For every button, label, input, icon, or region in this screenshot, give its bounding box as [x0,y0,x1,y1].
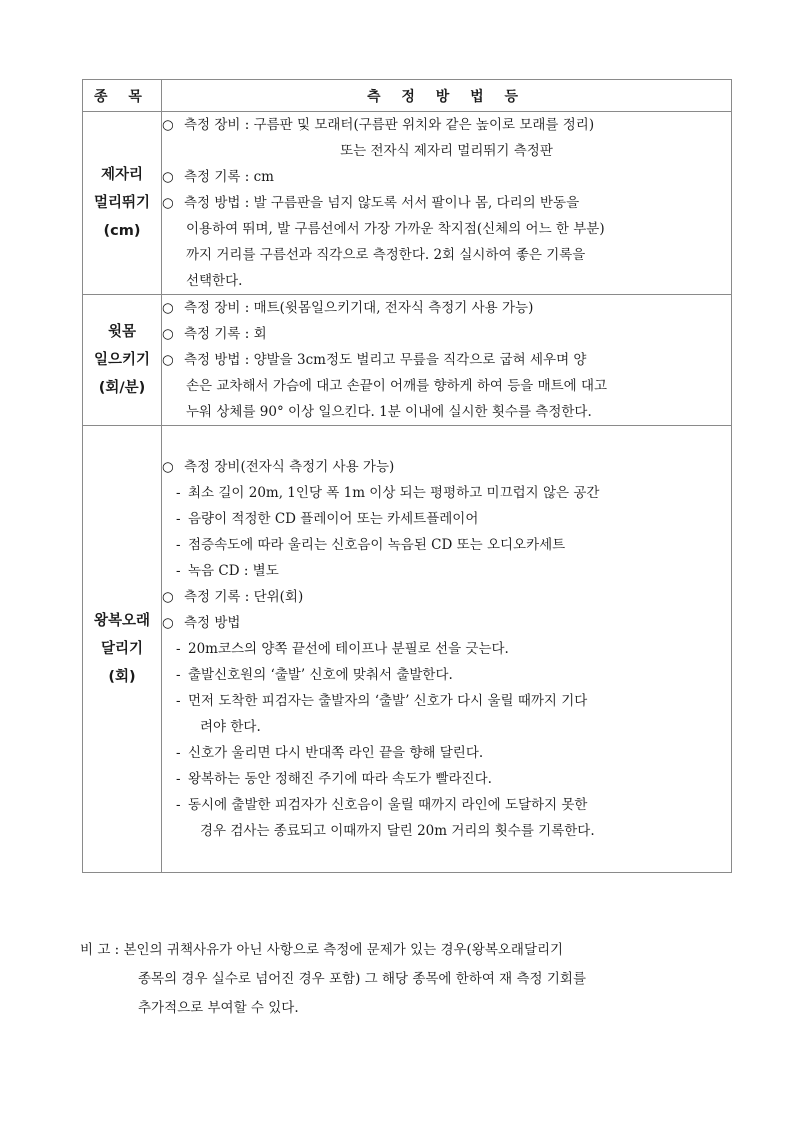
remarks-line: 종목의 경우 실수로 넘어진 경우 포함) 그 해당 종목에 한하여 재 측정 기회를 [138,971,586,987]
method-item-continuation [162,242,731,268]
event-name-line: 달리기 [100,641,144,657]
method-text: 출발신호원의 ‘출발’ 신호에 맞춰서 출발한다. [188,667,453,683]
method-text: 먼저 도착한 피검자는 출발자의 ‘출발’ 신호가 다시 울릴 때까지 기다 [188,693,588,709]
method-text: 또는 전자식 제자리 멀리뛰기 측정판 [340,143,553,159]
dash-bullet-icon: - [176,667,181,683]
method-subitem [162,688,731,714]
circle-bullet-icon: ○ [162,117,174,133]
dash-bullet-icon: - [176,511,181,527]
table-row [83,112,732,295]
method-subitem-continuation [162,714,731,740]
method-item-continuation [162,268,731,294]
header-method: 측 정 방 법 등 [162,80,732,112]
method-subitem [162,506,731,532]
method-item [162,112,731,138]
circle-bullet-icon: ○ [162,300,174,316]
dash-bullet-icon: - [176,771,181,787]
event-method [162,426,732,873]
method-text: 녹음 CD : 별도 [188,563,279,579]
header-item: 종 목 [83,80,162,112]
method-subitem [162,792,731,818]
dash-bullet-icon: - [176,563,181,579]
method-text: 측정 기록 : 회 [184,326,267,342]
method-item [162,321,731,347]
circle-bullet-icon: ○ [162,195,174,211]
method-text: 선택한다. [186,273,243,289]
event-name-line: 멀리뛰기 [93,195,151,211]
method-text: 까지 거리를 구름선과 직각으로 측정한다. 2회 실시하여 좋은 기록을 [186,247,586,263]
event-method [162,112,732,295]
circle-bullet-icon: ○ [162,169,174,185]
method-subitem-continuation [162,818,731,844]
method-text: 최소 길이 20m, 1인당 폭 1m 이상 되는 평평하고 미끄럽지 않은 공간 [188,485,600,501]
method-text: 측정 기록 : 단위(회) [184,589,304,605]
method-subitem [162,636,731,662]
circle-bullet-icon: ○ [162,589,174,605]
table-row [83,426,732,873]
remarks-first-line [80,936,740,965]
method-item-continuation [162,138,731,164]
method-item [162,295,731,321]
event-name [83,112,162,295]
method-text: 측정 방법 : 양발을 3cm정도 벌리고 무릎을 직각으로 굽혀 세우며 양 [184,352,587,368]
method-item [162,584,731,610]
method-item-continuation [162,373,731,399]
measurement-table [82,79,732,873]
method-item [162,190,731,216]
method-text: 동시에 출발한 피검자가 신호음이 울릴 때까지 라인에 도달하지 못한 [188,797,588,813]
method-subitem [162,558,731,584]
event-name-line: 윗몸 [107,324,136,340]
method-subitem [162,740,731,766]
method-subitem [162,532,731,558]
method-text: 20m코스의 양쪽 끝선에 테이프나 분필로 선을 긋는다. [188,641,509,657]
method-text: 이용하여 뛰며, 발 구름선에서 가장 가까운 착지점(신체의 어느 한 부분) [186,221,605,237]
event-name-line: 일으키기 [93,352,151,368]
method-text: 려야 한다. [200,719,261,735]
dash-bullet-icon: - [176,641,181,657]
method-item [162,610,731,636]
table-header-row [83,80,732,112]
event-name-line: 제자리 [100,167,144,183]
dash-bullet-icon: - [176,745,181,761]
circle-bullet-icon: ○ [162,352,174,368]
dash-bullet-icon: - [176,693,181,709]
method-text: 신호가 울리면 다시 반대쪽 라인 끝을 향해 달린다. [188,745,484,761]
event-name-line: (cm) [103,223,141,239]
remarks-label: 비 고 : [80,942,120,958]
remarks-note [80,936,740,1023]
remarks-line: 본인의 귀책사유가 아닌 사항으로 측정에 문제가 있는 경우(왕복오래달리기 [123,942,564,958]
method-text: 누워 상체를 90° 이상 일으킨다. 1분 이내에 실시한 횟수를 측정한다. [186,404,592,420]
method-item [162,347,731,373]
dash-bullet-icon: - [176,537,181,553]
remarks-line: 추가적으로 부여할 수 있다. [138,1000,299,1016]
event-method [162,295,732,426]
event-name-line: 왕복오래 [93,613,151,629]
method-text: 측정 방법 [184,615,241,631]
method-text: 측정 장비 : 구름판 및 모래터(구름판 위치와 같은 높이로 모래를 정리) [184,117,595,133]
method-text: 측정 장비(전자식 측정기 사용 가능) [184,459,395,475]
method-item-continuation [162,216,731,242]
dash-bullet-icon: - [176,485,181,501]
method-text: 손은 교차해서 가슴에 대고 손끝이 어깨를 향하게 하여 등을 매트에 대고 [186,378,608,394]
event-name [83,295,162,426]
method-text: 왕복하는 동안 정해진 주기에 따라 속도가 빨라진다. [188,771,492,787]
method-text: 점증속도에 따라 울리는 신호음이 녹음된 CD 또는 오디오카세트 [188,537,566,553]
event-name-line: (회/분) [98,380,146,396]
dash-bullet-icon: - [176,797,181,813]
table-row [83,295,732,426]
method-text: 측정 방법 : 발 구름판을 넘지 않도록 서서 팔이나 몸, 다리의 반동을 [184,195,580,211]
method-subitem [162,766,731,792]
circle-bullet-icon: ○ [162,326,174,342]
method-text: 경우 검사는 종료되고 이때까지 달린 20m 거리의 횟수를 기록한다. [200,823,595,839]
method-subitem [162,480,731,506]
method-subitem [162,662,731,688]
event-name-line: (회) [108,669,136,685]
circle-bullet-icon: ○ [162,615,174,631]
method-text: 음량이 적정한 CD 플레이어 또는 카세트플레이어 [188,511,479,527]
circle-bullet-icon: ○ [162,459,174,475]
event-name [83,426,162,873]
method-item [162,164,731,190]
method-item-continuation [162,399,731,425]
method-text: 측정 기록 : cm [184,169,274,185]
method-item [162,454,731,480]
method-text: 측정 장비 : 매트(윗몸일으키기대, 전자식 측정기 사용 가능) [184,300,534,316]
